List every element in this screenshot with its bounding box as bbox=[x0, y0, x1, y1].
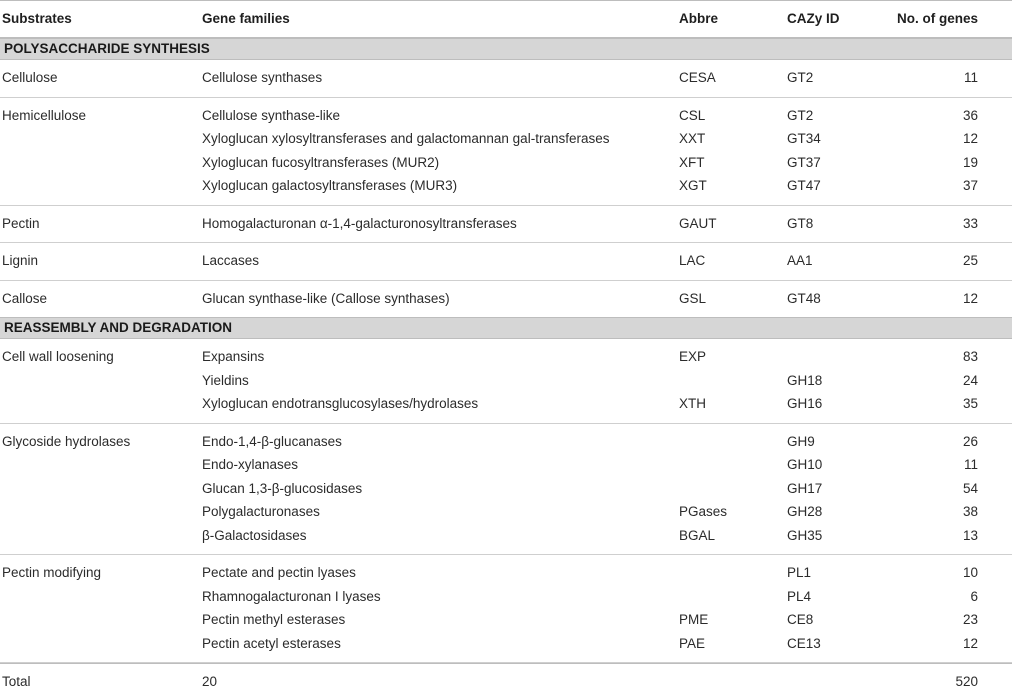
cazy-id-cell: GT48 bbox=[787, 290, 821, 306]
table-row bbox=[0, 525, 1012, 549]
table-row bbox=[0, 393, 1012, 417]
substrate-group bbox=[0, 243, 1012, 281]
gene-count-cell: 12 bbox=[962, 131, 978, 146]
gene-count-cell: 35 bbox=[962, 396, 978, 411]
cazy-id-cell: CE8 bbox=[787, 612, 814, 627]
gene-family-cell: Cellulose synthase-like bbox=[202, 107, 341, 123]
gene-count-cell: 36 bbox=[962, 107, 978, 123]
table-row bbox=[0, 454, 1012, 478]
gene-family-cell: Polygalacturonases bbox=[202, 504, 320, 519]
abbre-cell: XTH bbox=[679, 396, 706, 411]
gene-family-cell: Expansins bbox=[202, 349, 265, 364]
abbre-cell: LAC bbox=[679, 253, 706, 268]
header-gene-families: Gene families bbox=[202, 11, 290, 26]
header-substrates: Substrates bbox=[2, 11, 72, 26]
total-row bbox=[0, 663, 1012, 690]
cazy-id-cell: GH10 bbox=[787, 457, 823, 472]
gene-count-cell: 10 bbox=[962, 565, 978, 580]
cazy-id-cell: PL1 bbox=[787, 565, 812, 580]
cazy-id-cell: GH17 bbox=[787, 480, 823, 496]
section-header bbox=[0, 317, 1012, 339]
gene-family-cell: Xyloglucan xylosyltransferases and galactomannan gal-transferases bbox=[202, 131, 610, 146]
table-row bbox=[0, 501, 1012, 525]
substrate-cell: Callose bbox=[2, 290, 48, 306]
substrate-cell: Glycoside hydrolases bbox=[2, 433, 131, 449]
gene-family-cell: Glucan 1,3-β-glucosidases bbox=[202, 480, 363, 496]
table-row bbox=[0, 105, 1012, 129]
table-header bbox=[0, 0, 1012, 38]
abbre-cell: XFT bbox=[679, 154, 705, 170]
header-cazy-id: CAZy ID bbox=[787, 11, 840, 26]
gene-family-cell: Homogalacturonan α-1,4-galacturonosyltransferases bbox=[202, 215, 517, 231]
cazy-id-cell: GH16 bbox=[787, 396, 823, 411]
gene-family-cell: Pectin methyl esterases bbox=[202, 612, 346, 627]
table-row bbox=[0, 128, 1012, 152]
abbre-cell: CESA bbox=[679, 70, 716, 85]
table-row bbox=[0, 562, 1012, 586]
substrate-cell: Hemicellulose bbox=[2, 107, 87, 123]
substrate-group bbox=[0, 206, 1012, 244]
substrate-group bbox=[0, 555, 1012, 663]
table-row bbox=[0, 431, 1012, 455]
gene-count-cell: 37 bbox=[962, 178, 978, 193]
gene-count-cell: 6 bbox=[970, 588, 978, 604]
gene-family-cell: Rhamnogalacturonan I lyases bbox=[202, 588, 381, 604]
table-row bbox=[0, 250, 1012, 274]
gene-count-cell: 19 bbox=[962, 154, 978, 170]
table-row bbox=[0, 175, 1012, 199]
cazy-id-cell: GT37 bbox=[787, 154, 821, 170]
table-row bbox=[0, 633, 1012, 657]
gene-family-cell: β-Galactosidases bbox=[202, 527, 307, 543]
substrate-cell: Pectin modifying bbox=[2, 565, 102, 580]
gene-count-cell: 83 bbox=[962, 349, 978, 364]
cazy-id-cell: GT47 bbox=[787, 178, 821, 193]
gene-count-cell: 11 bbox=[963, 457, 978, 472]
substrate-group bbox=[0, 98, 1012, 206]
table-row bbox=[0, 370, 1012, 394]
abbre-cell: PGases bbox=[679, 504, 728, 519]
table-body bbox=[0, 38, 1012, 663]
cazy-id-cell: GT8 bbox=[787, 215, 814, 231]
abbre-cell: GAUT bbox=[679, 215, 717, 231]
abbre-cell: XXT bbox=[679, 131, 706, 146]
cazy-id-cell: GT2 bbox=[787, 70, 814, 85]
cazy-id-cell: CE13 bbox=[787, 635, 821, 651]
cazy-id-cell: GT2 bbox=[787, 107, 814, 123]
gene-count-cell: 26 bbox=[962, 433, 978, 449]
gene-family-cell: Endo-xylanases bbox=[202, 457, 299, 472]
gene-count-cell: 38 bbox=[962, 504, 978, 519]
substrate-cell: Pectin bbox=[2, 215, 40, 231]
section-header bbox=[0, 38, 1012, 60]
gene-family-cell: Xyloglucan galactosyltransferases (MUR3) bbox=[202, 178, 458, 193]
abbre-cell: PAE bbox=[679, 635, 706, 651]
gene-family-cell: Glucan synthase-like (Callose synthases) bbox=[202, 290, 450, 306]
cazy-id-cell: PL4 bbox=[787, 588, 812, 604]
total-label: Total bbox=[2, 674, 31, 689]
gene-family-cell: Xyloglucan endotransglucosylases/hydrolases bbox=[202, 396, 479, 411]
table-row bbox=[0, 213, 1012, 237]
table-row bbox=[0, 288, 1012, 312]
gene-count-cell: 23 bbox=[962, 612, 978, 627]
gene-count-cell: 12 bbox=[962, 290, 978, 306]
cazy-id-cell: AA1 bbox=[787, 253, 813, 268]
substrate-group bbox=[0, 339, 1012, 424]
table-row bbox=[0, 346, 1012, 370]
section-title: POLYSACCHARIDE SYNTHESIS bbox=[4, 41, 210, 56]
gene-family-cell: Cellulose synthases bbox=[202, 70, 323, 85]
abbre-cell: BGAL bbox=[679, 527, 716, 543]
cazy-id-cell: GH9 bbox=[787, 433, 815, 449]
total-genes: 520 bbox=[955, 674, 978, 689]
substrate-cell: Cell wall loosening bbox=[2, 349, 114, 364]
section-title: REASSEMBLY AND DEGRADATION bbox=[4, 320, 233, 335]
total-families: 20 bbox=[202, 674, 218, 689]
abbre-cell: XGT bbox=[679, 178, 707, 193]
gene-count-cell: 13 bbox=[962, 527, 978, 543]
substrate-group bbox=[0, 281, 1012, 318]
cazy-id-cell: GH18 bbox=[787, 372, 823, 388]
abbre-cell: CSL bbox=[679, 107, 706, 123]
abbre-cell: EXP bbox=[679, 349, 707, 364]
table-row bbox=[0, 152, 1012, 176]
gene-count-cell: 54 bbox=[962, 480, 978, 496]
gene-family-cell: Pectin acetyl esterases bbox=[202, 635, 341, 651]
substrate-group bbox=[0, 60, 1012, 98]
gene-count-cell: 24 bbox=[962, 372, 978, 388]
substrate-cell: Cellulose bbox=[2, 70, 58, 85]
header-no-of-genes: No. of genes bbox=[896, 11, 978, 26]
gene-count-cell: 11 bbox=[963, 70, 978, 85]
table-row bbox=[0, 609, 1012, 633]
cazy-id-cell: GH35 bbox=[787, 527, 823, 543]
cazy-id-cell: GT34 bbox=[787, 131, 821, 146]
gene-family-cell: Pectate and pectin lyases bbox=[202, 565, 356, 580]
gene-count-cell: 33 bbox=[962, 215, 978, 231]
table-row bbox=[0, 586, 1012, 610]
abbre-cell: GSL bbox=[679, 290, 707, 306]
gene-family-cell: Yieldins bbox=[202, 372, 249, 388]
gene-family-cell: Endo-1,4-β-glucanases bbox=[202, 433, 342, 449]
substrate-group bbox=[0, 424, 1012, 556]
substrate-cell: Lignin bbox=[2, 253, 39, 268]
gene-family-cell: Xyloglucan fucosyltransferases (MUR2) bbox=[202, 154, 440, 170]
table-row bbox=[0, 67, 1012, 91]
header-abbre: Abbre bbox=[679, 11, 719, 26]
gene-family-cell: Laccases bbox=[202, 253, 260, 268]
cazy-id-cell: GH28 bbox=[787, 504, 823, 519]
gene-count-cell: 25 bbox=[962, 253, 978, 268]
gene-count-cell: 12 bbox=[962, 635, 978, 651]
abbre-cell: PME bbox=[679, 612, 709, 627]
table-row bbox=[0, 478, 1012, 502]
